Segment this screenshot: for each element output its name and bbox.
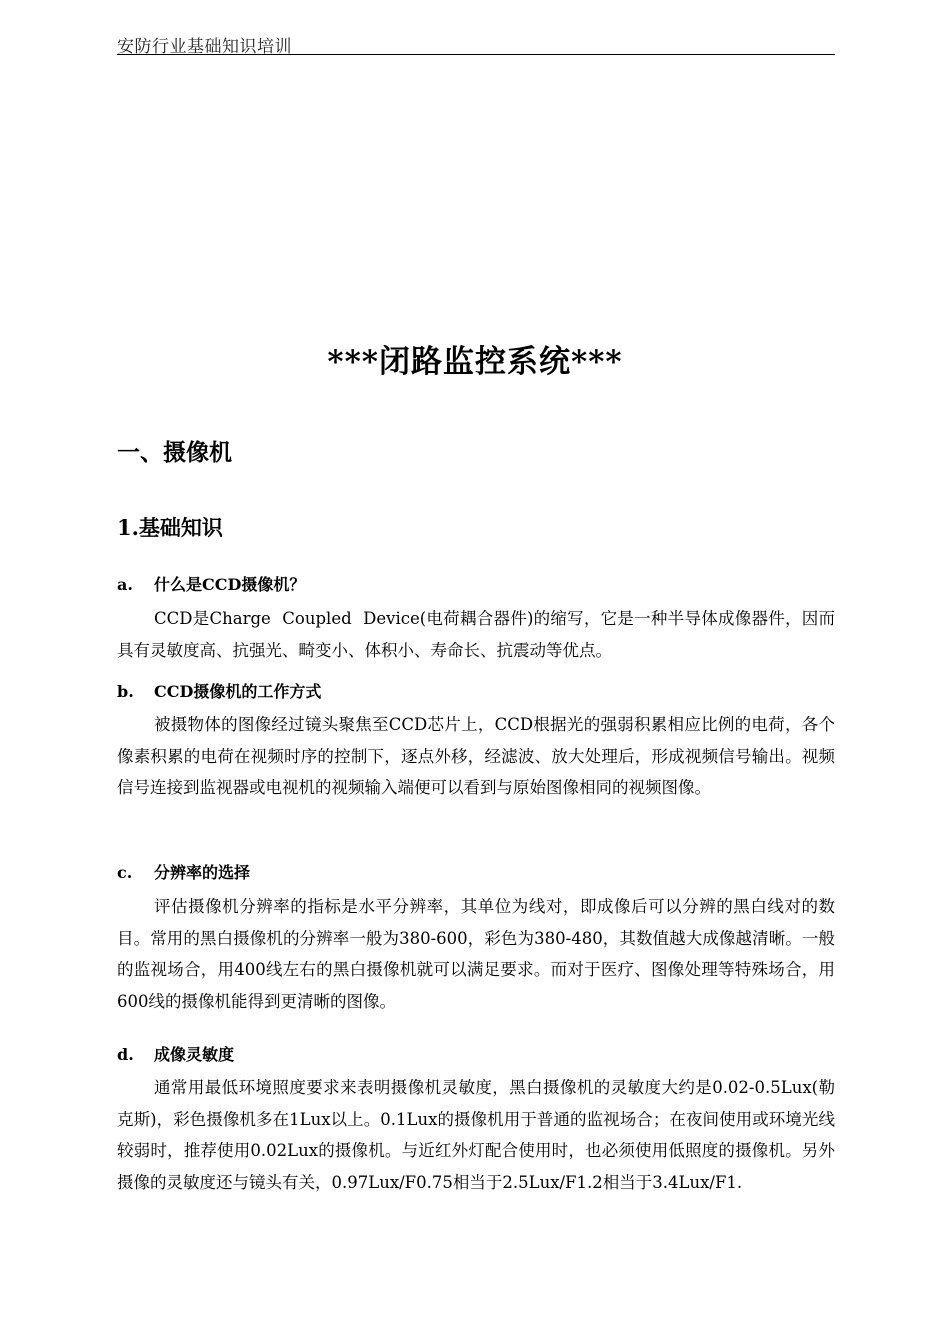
item-d-paragraph: 通常用最低环境照度要求来表明摄像机灵敏度，黑白摄像机的灵敏度大约是0.02-0.5Lux(勒克斯)，彩色摄像机多在1Lux以上。0.1Lux的摄像机用于普通的监视场合；在夜间使用或环境光线较弱时，推荐使用0.02Lux的摄像机。与近红外灯配合使用时，也必须使用低照度的摄像机。另外摄像的灵敏度还与镜头有关，0.97Lux/F0.75相当于2.5Lux/F1.2相当于3.4Lux/F1.: [117, 1078, 835, 1192]
item-title: 什么是CCD摄像机？: [154, 575, 306, 594]
item-c-paragraph: 评估摄像机分辨率的指标是水平分辨率，其单位为线对，即成像后可以分辨的黑白线对的数目。常用的黑白摄像机的分辨率一般为380-600，彩色为380-480，其数值越大成像越清晰。一般的监视场合，用400线左右的黑白摄像机就可以满足要求。而对于医疗、图像处理等特殊场合，用600线的摄像机能得到更清晰的图像。: [117, 897, 835, 1011]
item-d-heading: [117, 1042, 234, 1065]
item-title: 分辨率的选择: [154, 863, 251, 882]
page-header: [117, 30, 835, 55]
item-title: 成像灵敏度: [154, 1045, 235, 1064]
document-title: ***闭路监控系统***: [327, 344, 623, 380]
item-a-heading: [117, 572, 305, 595]
item-b-heading: [117, 679, 321, 702]
item-marker: b.: [117, 682, 134, 701]
subsection-heading: 1.基础知识: [117, 515, 223, 540]
item-marker: d.: [117, 1045, 134, 1064]
item-title: CCD摄像机的工作方式: [154, 682, 322, 701]
item-c-heading: [117, 860, 250, 883]
header-text: 安防行业基础知识培训: [117, 37, 292, 57]
item-marker: c.: [117, 863, 133, 882]
item-a-paragraph: CCD是Charge Coupled Device(电荷耦合器件)的缩写，它是一种半导体成像器件，因而具有灵敏度高、抗强光、畸变小、体积小、寿命长、抗震动等优点。: [117, 609, 835, 660]
item-marker: a.: [117, 575, 133, 594]
item-b-paragraph: 被摄物体的图像经过镜头聚焦至CCD芯片上，CCD根据光的强弱积累相应比例的电荷，各个像素积累的电荷在视频时序的控制下，逐点外移，经滤波、放大处理后，形成视频信号输出。视频信号连接到监视器或电视机的视频输入端便可以看到与原始图像相同的视频图像。: [117, 715, 835, 797]
section-heading: 一、摄像机: [117, 439, 232, 466]
